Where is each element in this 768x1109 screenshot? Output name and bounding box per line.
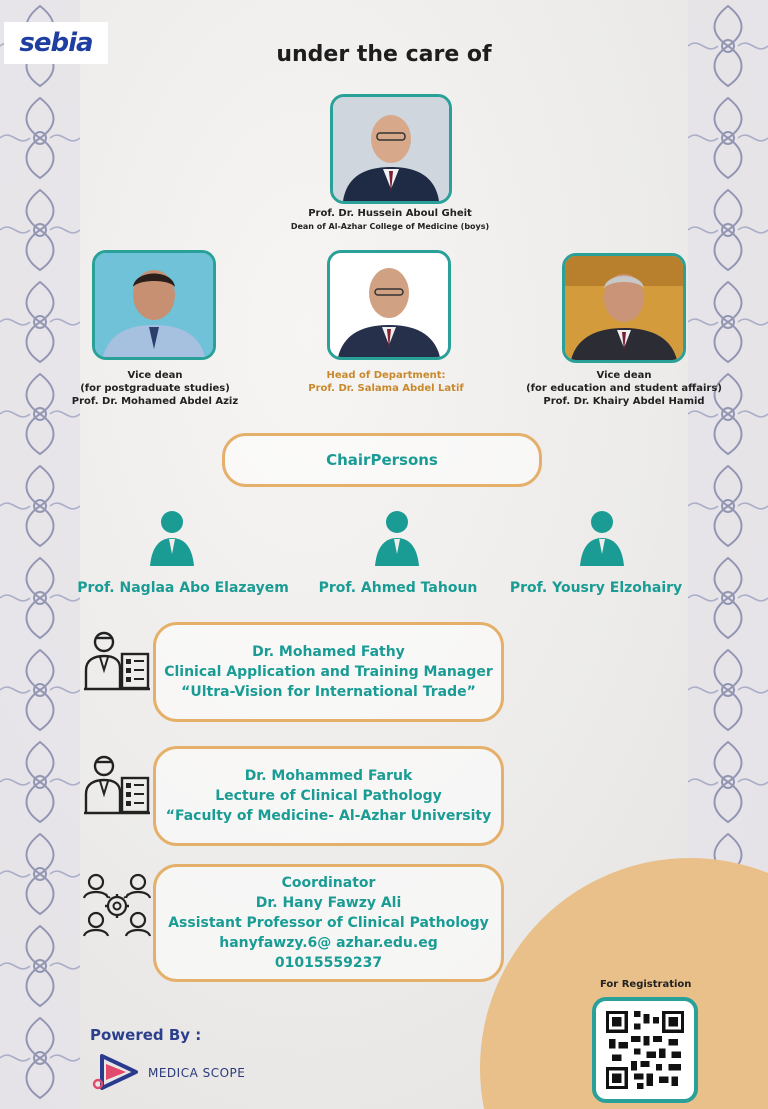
chairpersons-banner (222, 433, 542, 487)
official-role: Head of Department: (326, 370, 446, 381)
speaker-organization: “Faculty of Medicine- Al-Azhar University (165, 808, 492, 824)
official-detail: (for postgraduate studies) (80, 383, 230, 394)
chairpersons-title: ChairPersons (326, 451, 438, 469)
coordinator-title: Assistant Professor of Clinical Pathology (168, 915, 489, 931)
coordinator-name: Dr. Hany Fawzy Ali (255, 895, 402, 911)
person-photo-icon (330, 253, 448, 357)
official-name: Prof. Dr. Salama Abdel Latif (308, 383, 464, 394)
dean-caption (250, 207, 530, 233)
speaker-name: Dr. Mohamed Fathy (252, 644, 405, 660)
head-of-department-caption (290, 369, 482, 395)
dean-title: Dean of Al-Azhar College of Medicine (boys) (290, 222, 490, 231)
official-role: Vice dean (596, 370, 652, 381)
head-of-department-photo (327, 250, 451, 360)
sponsor-name: MEDICA SCOPE (148, 1066, 246, 1080)
chairperson-name: Prof. Ahmed Tahoun (318, 580, 478, 596)
vice-dean-postgraduate-caption (60, 369, 250, 408)
speaker-name: Dr. Mohammed Faruk (244, 768, 413, 784)
chairperson-name: Prof. Yousry Elzohairy (509, 580, 683, 596)
page-heading: under the care of (276, 42, 492, 67)
presenter-icon (82, 626, 152, 696)
official-name: Prof. Dr. Khairy Abdel Hamid (543, 396, 705, 407)
dean-photo (330, 94, 452, 204)
person-photo-icon (95, 253, 213, 357)
person-photo-icon (565, 256, 683, 360)
official-name: Prof. Dr. Mohamed Abdel Aziz (71, 396, 239, 407)
presenter-icon (82, 750, 152, 820)
speaker-title: Clinical Application and Training Manager (164, 664, 493, 680)
speaker-organization: “Ultra-Vision for International Trade” (181, 684, 476, 700)
speaker-title: Lecture of Clinical Pathology (215, 788, 442, 804)
registration-qr-code[interactable] (592, 997, 698, 1103)
vice-dean-education-caption (504, 369, 744, 408)
chairperson-name: Prof. Naglaa Abo Elazayem (77, 580, 289, 596)
coordinator-card (153, 864, 504, 982)
medica-scope-logo-icon (92, 1050, 142, 1094)
coordinator-label: Coordinator (281, 875, 376, 891)
sebia-logo: sebia (4, 22, 108, 64)
chairperson-icon (373, 508, 421, 566)
powered-by-label: Powered By : (90, 1026, 202, 1044)
coordinator-email[interactable]: hanyfawzy.6@ azhar.edu.eg (219, 935, 438, 951)
registration-label: For Registration (600, 979, 692, 990)
speaker-card (153, 746, 504, 846)
vice-dean-postgraduate-photo (92, 250, 216, 360)
ornament-border-left (0, 0, 80, 1109)
person-photo-icon (333, 97, 449, 201)
chairperson-icon (578, 508, 626, 566)
official-detail: (for education and student affairs) (526, 383, 722, 394)
chairperson-icon (148, 508, 196, 566)
team-network-icon (82, 870, 152, 940)
speaker-card (153, 622, 504, 722)
dean-name: Prof. Dr. Hussein Aboul Gheit (308, 208, 472, 219)
qr-code-icon (606, 1011, 684, 1089)
official-role: Vice dean (127, 370, 183, 381)
coordinator-phone[interactable]: 01015559237 (274, 955, 383, 971)
vice-dean-education-photo (562, 253, 686, 363)
